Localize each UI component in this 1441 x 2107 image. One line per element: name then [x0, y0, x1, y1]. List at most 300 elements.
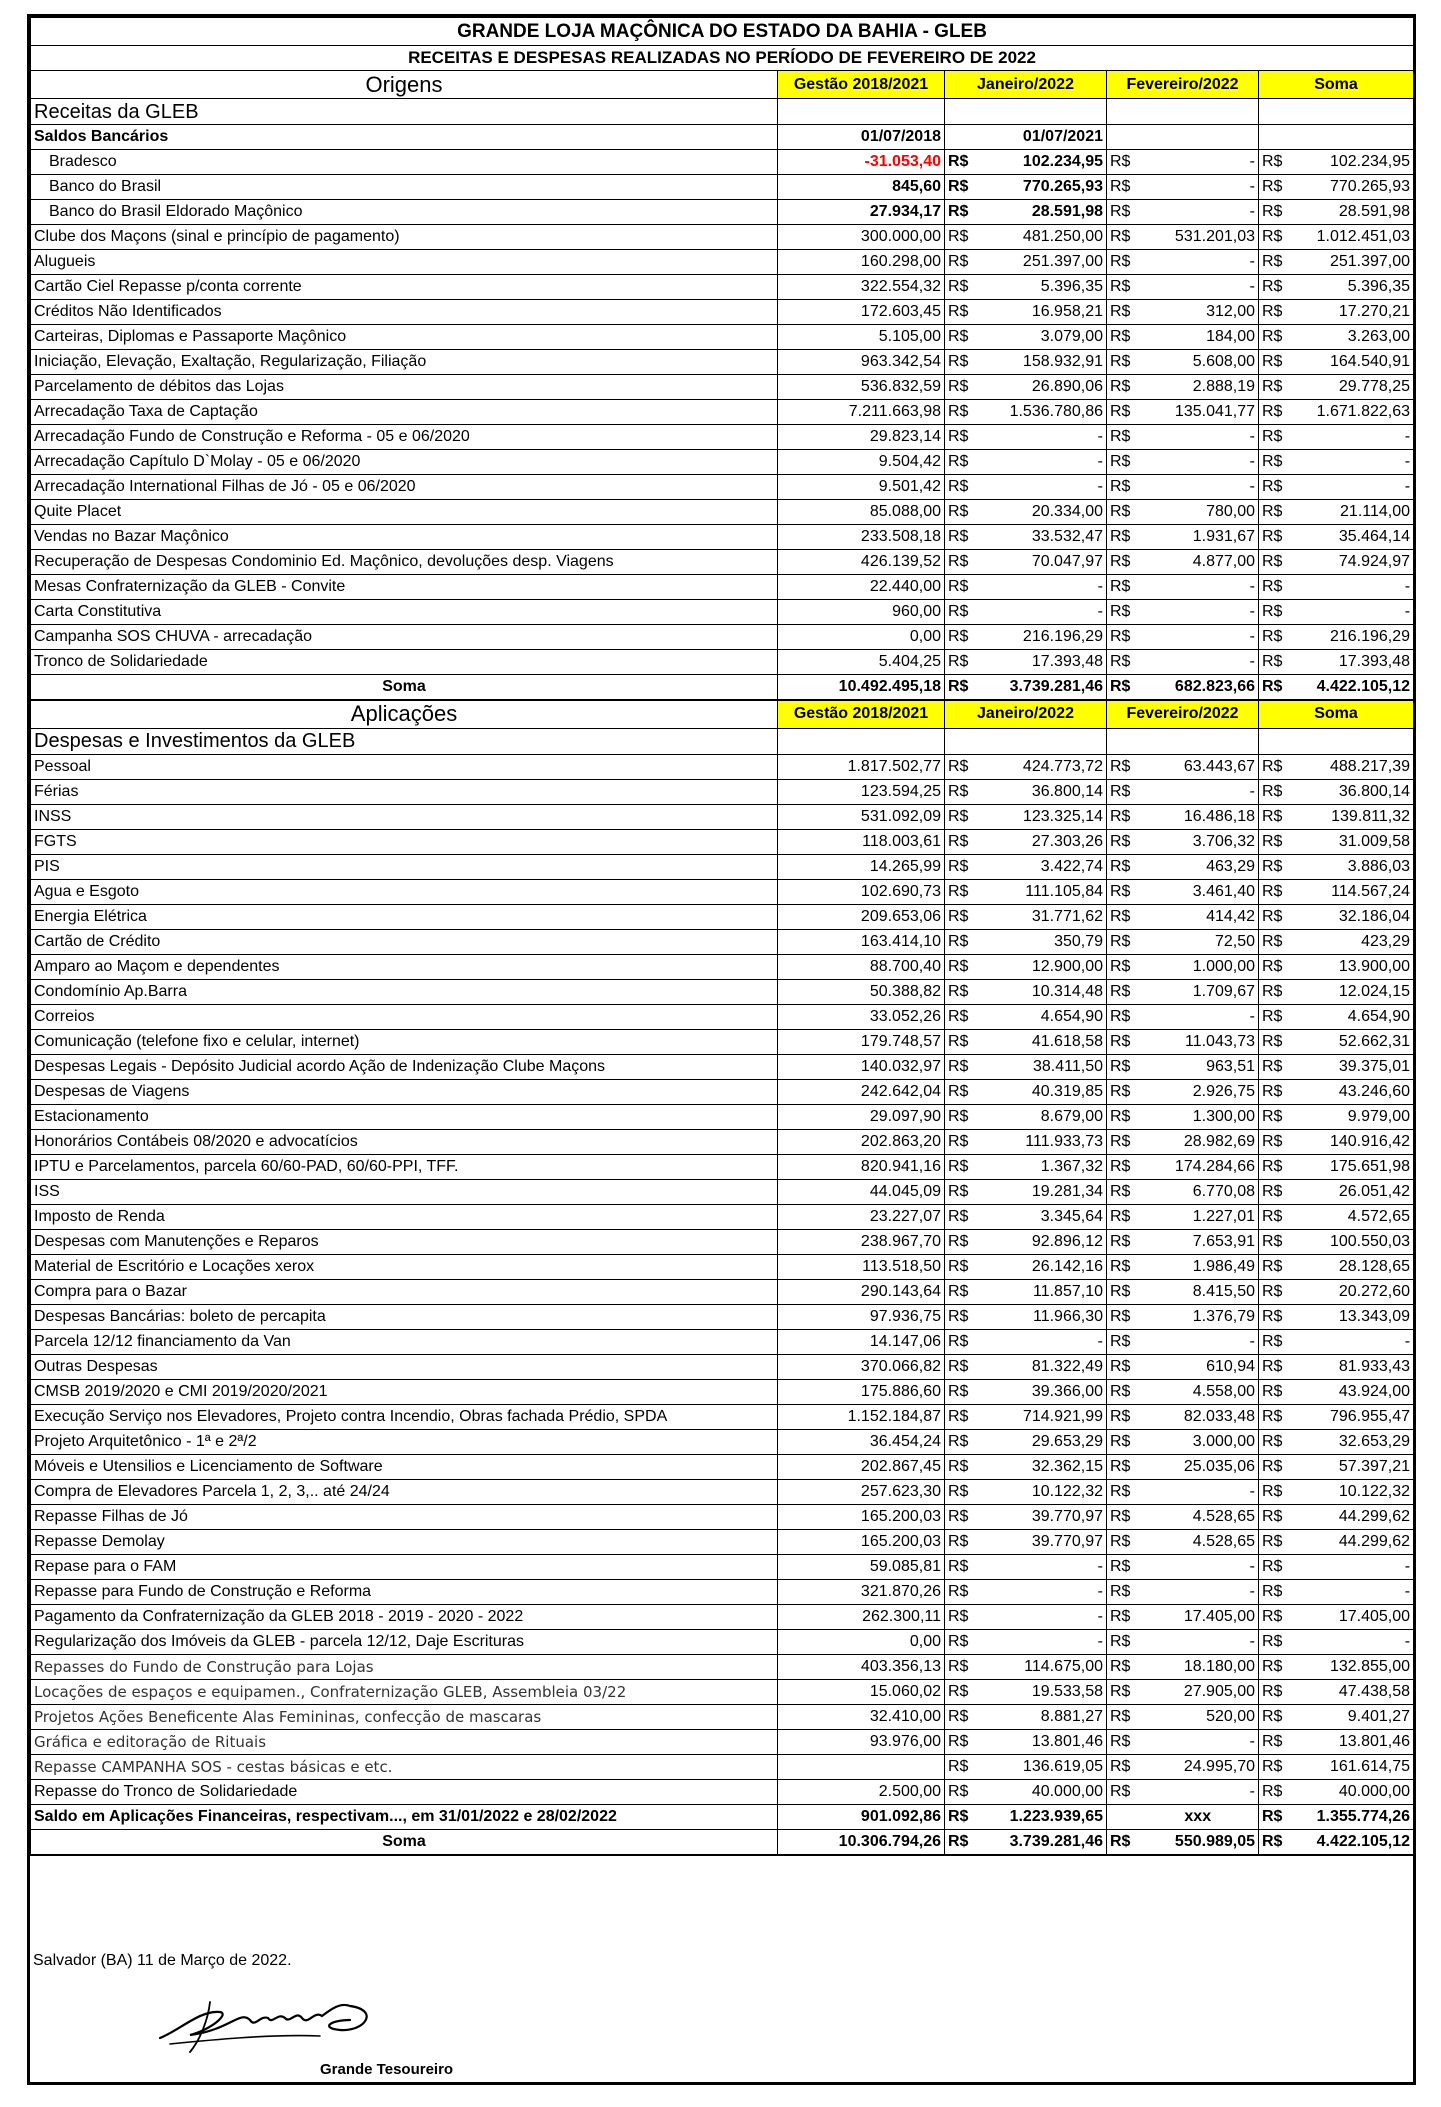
row-label: Banco do Brasil — [31, 175, 778, 200]
expense-row — [31, 854, 1414, 879]
value-soma: 32.653,29 — [1290, 1429, 1414, 1454]
currency-symbol: R$ — [1259, 1304, 1290, 1329]
currency-symbol: R$ — [945, 1679, 976, 1704]
expense-row — [31, 1554, 1414, 1579]
currency-symbol: R$ — [945, 450, 976, 475]
currency-symbol: R$ — [945, 1554, 976, 1579]
row-label: Cartão Ciel Repasse p/conta corrente — [31, 275, 778, 300]
value-gestao: 113.518,50 — [778, 1254, 945, 1279]
currency-symbol: R$ — [1107, 1729, 1138, 1754]
currency-symbol — [1107, 1804, 1138, 1829]
value-fevereiro: - — [1138, 450, 1259, 475]
value-gestao: 845,60 — [778, 175, 945, 200]
expense-row — [31, 1254, 1414, 1279]
value-fevereiro: 82.033,48 — [1138, 1404, 1259, 1429]
value-janeiro: 1.367,32 — [976, 1154, 1107, 1179]
value-soma: 10.122,32 — [1290, 1479, 1414, 1504]
value-janeiro: 111.105,84 — [976, 879, 1107, 904]
row-label: Mesas Confraternização da GLEB - Convite — [31, 575, 778, 600]
row-label: Estacionamento — [31, 1104, 778, 1129]
value-janeiro: 3.345,64 — [976, 1204, 1107, 1229]
expense-row — [31, 1404, 1414, 1429]
receipt-row — [31, 375, 1414, 400]
currency-symbol: R$ — [945, 275, 976, 300]
col-header-fevereiro: Fevereiro/2022 — [1107, 71, 1259, 99]
value-janeiro: 5.396,35 — [976, 275, 1107, 300]
bank-date-gestao: 01/07/2018 — [778, 125, 945, 150]
row-label: IPTU e Parcelamentos, parcela 60/60-PAD, 60/60-PPI, TFF. — [31, 1154, 778, 1179]
currency-symbol: R$ — [945, 1829, 976, 1855]
currency-symbol: R$ — [1259, 150, 1290, 175]
row-label: Iniciação, Elevação, Exaltação, Regularização, Filiação — [31, 350, 778, 375]
currency-symbol: R$ — [945, 904, 976, 929]
row-label: Carteiras, Diplomas e Passaporte Maçônico — [31, 325, 778, 350]
row-label: Comunicação (telefone fixo e celular, internet) — [31, 1029, 778, 1054]
currency-symbol: R$ — [1259, 450, 1290, 475]
currency-symbol: R$ — [945, 300, 976, 325]
value-fevereiro: 5.608,00 — [1138, 350, 1259, 375]
value-gestao: 44.045,09 — [778, 1179, 945, 1204]
expense-row — [31, 1629, 1414, 1654]
value-fevereiro: 1.986,49 — [1138, 1254, 1259, 1279]
value-soma: - — [1290, 1554, 1414, 1579]
row-label: Projetos Ações Beneficente Alas Femininas, confecção de mascaras — [31, 1704, 778, 1729]
receipt-row — [31, 600, 1414, 625]
row-label: Compra para o Bazar — [31, 1279, 778, 1304]
row-label: Honorários Contábeis 08/2020 e advocatícios — [31, 1129, 778, 1154]
value-soma: 20.272,60 — [1290, 1279, 1414, 1304]
value-soma: 31.009,58 — [1290, 829, 1414, 854]
value-soma: 175.651,98 — [1290, 1154, 1414, 1179]
row-label: Cartão de Crédito — [31, 929, 778, 954]
currency-symbol: R$ — [1107, 954, 1138, 979]
value-fevereiro: 610,94 — [1138, 1354, 1259, 1379]
value-fevereiro: 780,00 — [1138, 500, 1259, 525]
expense-row — [31, 1129, 1414, 1154]
expense-row — [31, 1779, 1414, 1804]
currency-symbol: R$ — [1259, 1729, 1290, 1754]
currency-symbol: R$ — [1259, 675, 1290, 701]
value-soma: 488.217,39 — [1290, 754, 1414, 779]
value-janeiro: 11.966,30 — [976, 1304, 1107, 1329]
value-janeiro: 31.771,62 — [976, 904, 1107, 929]
col-header-fevereiro: Fevereiro/2022 — [1107, 700, 1259, 728]
value-janeiro: 424.773,72 — [976, 754, 1107, 779]
currency-symbol: R$ — [1259, 1529, 1290, 1554]
value-soma: - — [1290, 475, 1414, 500]
value-janeiro: 158.932,91 — [976, 350, 1107, 375]
value-fevereiro: 28.982,69 — [1138, 1129, 1259, 1154]
value-fevereiro: 550.989,05 — [1138, 1829, 1259, 1855]
value-soma: 5.396,35 — [1290, 275, 1414, 300]
value-gestao: 33.052,26 — [778, 1004, 945, 1029]
bank-row — [31, 200, 1414, 225]
value-janeiro: 136.619,05 — [976, 1754, 1107, 1779]
expense-row — [31, 1304, 1414, 1329]
currency-symbol: R$ — [945, 1704, 976, 1729]
value-janeiro: 13.801,46 — [976, 1729, 1107, 1754]
value-fevereiro: 1.931,67 — [1138, 525, 1259, 550]
value-janeiro: 10.314,48 — [976, 979, 1107, 1004]
value-gestao: 960,00 — [778, 600, 945, 625]
value-janeiro: 102.234,95 — [976, 150, 1107, 175]
value-soma: 28.591,98 — [1290, 200, 1414, 225]
value-janeiro: 114.675,00 — [976, 1654, 1107, 1679]
expense-row — [31, 1504, 1414, 1529]
expense-row — [31, 1679, 1414, 1704]
value-gestao: 29.823,14 — [778, 425, 945, 450]
row-label: Bradesco — [31, 150, 778, 175]
row-label: Condomínio Ap.Barra — [31, 979, 778, 1004]
value-fevereiro: 16.486,18 — [1138, 804, 1259, 829]
currency-symbol: R$ — [1259, 1104, 1290, 1129]
row-label: Créditos Não Identificados — [31, 300, 778, 325]
currency-symbol: R$ — [1107, 1529, 1138, 1554]
value-janeiro: 251.397,00 — [976, 250, 1107, 275]
value-gestao: 262.300,11 — [778, 1604, 945, 1629]
row-label: Banco do Brasil Eldorado Maçônico — [31, 200, 778, 225]
row-label: Repase para o FAM — [31, 1554, 778, 1579]
value-janeiro: 32.362,15 — [976, 1454, 1107, 1479]
row-label: Arrecadação International Filhas de Jó - 05 e 06/2020 — [31, 475, 778, 500]
currency-symbol: R$ — [1259, 225, 1290, 250]
currency-symbol: R$ — [1259, 1404, 1290, 1429]
value-fevereiro: 24.995,70 — [1138, 1754, 1259, 1779]
expense-row — [31, 929, 1414, 954]
row-label: Alugueis — [31, 250, 778, 275]
row-label: ISS — [31, 1179, 778, 1204]
currency-symbol: R$ — [1107, 675, 1138, 701]
currency-symbol: R$ — [1107, 650, 1138, 675]
row-label: Arrecadação Fundo de Construção e Reforma - 05 e 06/2020 — [31, 425, 778, 450]
row-label: Gráfica e editoração de Rituais — [31, 1729, 778, 1754]
row-label: Vendas no Bazar Maçônico — [31, 525, 778, 550]
receipt-row — [31, 400, 1414, 425]
value-fevereiro: - — [1138, 575, 1259, 600]
value-janeiro: 19.533,58 — [976, 1679, 1107, 1704]
currency-symbol: R$ — [1259, 550, 1290, 575]
value-janeiro: - — [976, 575, 1107, 600]
value-soma: 102.234,95 — [1290, 150, 1414, 175]
currency-symbol: R$ — [1107, 1579, 1138, 1604]
row-label: Saldo em Aplicações Financeiras, respectivam..., em 31/01/2022 e 28/02/2022 — [31, 1804, 778, 1829]
value-janeiro: 36.800,14 — [976, 779, 1107, 804]
value-soma: 161.614,75 — [1290, 1754, 1414, 1779]
row-label: Regularização dos Imóveis da GLEB - parcela 12/12, Daje Escrituras — [31, 1629, 778, 1654]
bank-row — [31, 150, 1414, 175]
currency-symbol: R$ — [1107, 525, 1138, 550]
value-janeiro: 481.250,00 — [976, 225, 1107, 250]
value-gestao — [778, 1754, 945, 1779]
value-gestao: 163.414,10 — [778, 929, 945, 954]
value-gestao: 123.594,25 — [778, 779, 945, 804]
value-soma: 4.422.105,12 — [1290, 1829, 1414, 1855]
value-soma: 74.924,97 — [1290, 550, 1414, 575]
row-label: PIS — [31, 854, 778, 879]
value-janeiro: 8.881,27 — [976, 1704, 1107, 1729]
receipts-total-row — [31, 675, 1414, 701]
value-janeiro: 16.958,21 — [976, 300, 1107, 325]
value-soma: - — [1290, 425, 1414, 450]
currency-symbol: R$ — [945, 1104, 976, 1129]
value-soma: 44.299,62 — [1290, 1529, 1414, 1554]
row-label: Móveis e Utensilios e Licenciamento de Software — [31, 1454, 778, 1479]
currency-symbol: R$ — [945, 1504, 976, 1529]
currency-symbol: R$ — [945, 500, 976, 525]
row-label: Férias — [31, 779, 778, 804]
expense-row — [31, 1179, 1414, 1204]
row-label: Imposto de Renda — [31, 1204, 778, 1229]
value-janeiro: 216.196,29 — [976, 625, 1107, 650]
value-gestao: 15.060,02 — [778, 1679, 945, 1704]
currency-symbol: R$ — [945, 1029, 976, 1054]
value-janeiro: 3.739.281,46 — [976, 675, 1107, 701]
row-label: Carta Constitutiva — [31, 600, 778, 625]
value-fevereiro: - — [1138, 475, 1259, 500]
value-fevereiro: - — [1138, 1729, 1259, 1754]
value-fevereiro: 312,00 — [1138, 300, 1259, 325]
value-gestao: -31.053,40 — [778, 150, 945, 175]
value-gestao: 536.832,59 — [778, 375, 945, 400]
expense-row — [31, 1704, 1414, 1729]
value-fevereiro: 4.528,65 — [1138, 1504, 1259, 1529]
value-janeiro: 26.142,16 — [976, 1254, 1107, 1279]
value-soma: 21.114,00 — [1290, 500, 1414, 525]
value-soma: 9.401,27 — [1290, 1704, 1414, 1729]
currency-symbol: R$ — [1107, 1279, 1138, 1304]
currency-symbol: R$ — [945, 475, 976, 500]
currency-symbol: R$ — [1259, 1804, 1290, 1829]
currency-symbol: R$ — [945, 1454, 976, 1479]
value-soma: 17.405,00 — [1290, 1604, 1414, 1629]
currency-symbol: R$ — [1107, 1704, 1138, 1729]
currency-symbol: R$ — [1107, 175, 1138, 200]
value-gestao: 2.500,00 — [778, 1779, 945, 1804]
row-label: INSS — [31, 804, 778, 829]
currency-symbol: R$ — [1259, 1379, 1290, 1404]
value-gestao: 165.200,03 — [778, 1504, 945, 1529]
value-fevereiro: 11.043,73 — [1138, 1029, 1259, 1054]
row-label: Campanha SOS CHUVA - arrecadação — [31, 625, 778, 650]
value-janeiro: 29.653,29 — [976, 1429, 1107, 1454]
currency-symbol: R$ — [945, 1154, 976, 1179]
currency-symbol: R$ — [1107, 625, 1138, 650]
value-soma: 9.979,00 — [1290, 1104, 1414, 1129]
currency-symbol: R$ — [1259, 275, 1290, 300]
currency-symbol: R$ — [1259, 1504, 1290, 1529]
currency-symbol: R$ — [1107, 1129, 1138, 1154]
currency-symbol: R$ — [1107, 425, 1138, 450]
value-soma: 139.811,32 — [1290, 804, 1414, 829]
currency-symbol: R$ — [945, 1729, 976, 1754]
signature-image — [150, 1990, 410, 2060]
currency-symbol: R$ — [1107, 1229, 1138, 1254]
currency-symbol: R$ — [1107, 1079, 1138, 1104]
currency-symbol: R$ — [1107, 904, 1138, 929]
currency-symbol: R$ — [1107, 500, 1138, 525]
value-soma: - — [1290, 1329, 1414, 1354]
currency-symbol: R$ — [945, 400, 976, 425]
currency-symbol: R$ — [945, 1654, 976, 1679]
value-soma: 17.270,21 — [1290, 300, 1414, 325]
value-gestao: 209.653,06 — [778, 904, 945, 929]
currency-symbol: R$ — [1259, 375, 1290, 400]
currency-symbol: R$ — [1259, 650, 1290, 675]
value-gestao: 118.003,61 — [778, 829, 945, 854]
currency-symbol: R$ — [1259, 350, 1290, 375]
currency-symbol: R$ — [1107, 1504, 1138, 1529]
value-gestao: 321.870,26 — [778, 1579, 945, 1604]
currency-symbol: R$ — [1107, 829, 1138, 854]
currency-symbol: R$ — [1107, 450, 1138, 475]
row-label: Compra de Elevadores Parcela 1, 2, 3,.. até 24/24 — [31, 1479, 778, 1504]
value-fevereiro: - — [1138, 200, 1259, 225]
value-fevereiro: - — [1138, 1004, 1259, 1029]
currency-symbol: R$ — [1259, 1129, 1290, 1154]
currency-symbol: R$ — [945, 1479, 976, 1504]
signer-title: Grande Tesoureiro — [320, 2061, 454, 2078]
value-gestao: 290.143,64 — [778, 1279, 945, 1304]
value-fevereiro: 1.227,01 — [1138, 1204, 1259, 1229]
value-janeiro: 714.921,99 — [976, 1404, 1107, 1429]
value-janeiro: - — [976, 475, 1107, 500]
expense-row — [31, 1729, 1414, 1754]
expenses-section-label: Despesas e Investimentos da GLEB — [31, 728, 778, 754]
row-label: Soma — [31, 675, 778, 701]
value-fevereiro: 1.376,79 — [1138, 1304, 1259, 1329]
value-gestao: 202.867,45 — [778, 1454, 945, 1479]
currency-symbol: R$ — [1107, 350, 1138, 375]
currency-symbol: R$ — [1259, 1354, 1290, 1379]
currency-symbol: R$ — [1259, 1654, 1290, 1679]
value-fevereiro: - — [1138, 1329, 1259, 1354]
value-gestao: 14.265,99 — [778, 854, 945, 879]
value-janeiro: 40.319,85 — [976, 1079, 1107, 1104]
currency-symbol: R$ — [1107, 1829, 1138, 1855]
currency-symbol: R$ — [945, 854, 976, 879]
currency-symbol: R$ — [945, 1054, 976, 1079]
expense-row — [31, 754, 1414, 779]
currency-symbol: R$ — [1259, 954, 1290, 979]
expense-row — [31, 1429, 1414, 1454]
currency-symbol: R$ — [945, 1529, 976, 1554]
expense-row — [31, 1329, 1414, 1354]
value-gestao: 27.934,17 — [778, 200, 945, 225]
expense-row — [31, 1154, 1414, 1179]
currency-symbol: R$ — [1107, 1379, 1138, 1404]
value-soma: 43.924,00 — [1290, 1379, 1414, 1404]
col-header-gestao: Gestão 2018/2021 — [778, 71, 945, 99]
value-gestao: 59.085,81 — [778, 1554, 945, 1579]
currency-symbol: R$ — [945, 929, 976, 954]
currency-symbol: R$ — [945, 829, 976, 854]
value-janeiro: 10.122,32 — [976, 1479, 1107, 1504]
value-fevereiro: - — [1138, 150, 1259, 175]
row-label: Clube dos Maçons (sinal e princípio de pagamento) — [31, 225, 778, 250]
place-date: Salvador (BA) 11 de Março de 2022. — [33, 1952, 292, 1969]
currency-symbol: R$ — [945, 1279, 976, 1304]
value-fevereiro: 2.888,19 — [1138, 375, 1259, 400]
currency-symbol: R$ — [1107, 804, 1138, 829]
currency-symbol: R$ — [1107, 1354, 1138, 1379]
value-soma: 140.916,42 — [1290, 1129, 1414, 1154]
value-gestao: 10.492.495,18 — [778, 675, 945, 701]
currency-symbol: R$ — [945, 779, 976, 804]
value-janeiro: 27.303,26 — [976, 829, 1107, 854]
expense-row — [31, 954, 1414, 979]
currency-symbol: R$ — [1259, 1629, 1290, 1654]
value-fevereiro: - — [1138, 625, 1259, 650]
currency-symbol: R$ — [1107, 150, 1138, 175]
receipts-section-label: Receitas da GLEB — [31, 99, 778, 125]
bank-date-janeiro: 01/07/2021 — [945, 125, 1107, 150]
expense-row — [31, 1529, 1414, 1554]
bank-balances-label: Saldos Bancários — [31, 125, 778, 150]
currency-symbol: R$ — [945, 804, 976, 829]
currency-symbol: R$ — [1107, 1254, 1138, 1279]
value-soma: 47.438,58 — [1290, 1679, 1414, 1704]
financial-statement — [27, 14, 1416, 2085]
currency-symbol: R$ — [1259, 1479, 1290, 1504]
currency-symbol: R$ — [945, 200, 976, 225]
receipt-row — [31, 575, 1414, 600]
value-gestao: 85.088,00 — [778, 500, 945, 525]
receipt-row — [31, 475, 1414, 500]
row-label: Pessoal — [31, 754, 778, 779]
value-janeiro: - — [976, 1604, 1107, 1629]
currency-symbol: R$ — [1107, 879, 1138, 904]
currency-symbol: R$ — [945, 550, 976, 575]
value-gestao: 102.690,73 — [778, 879, 945, 904]
row-label: Repasse para Fundo de Construção e Reforma — [31, 1579, 778, 1604]
value-gestao: 179.748,57 — [778, 1029, 945, 1054]
currency-symbol: R$ — [1259, 1004, 1290, 1029]
value-fevereiro: 7.653,91 — [1138, 1229, 1259, 1254]
value-janeiro: - — [976, 600, 1107, 625]
receipt-row — [31, 325, 1414, 350]
value-janeiro: 111.933,73 — [976, 1129, 1107, 1154]
value-gestao: 7.211.663,98 — [778, 400, 945, 425]
currency-symbol: R$ — [1107, 979, 1138, 1004]
value-soma: 4.422.105,12 — [1290, 675, 1414, 701]
currency-symbol: R$ — [1259, 1254, 1290, 1279]
currency-symbol: R$ — [945, 525, 976, 550]
value-soma: 43.246,60 — [1290, 1079, 1414, 1104]
value-janeiro: 3.422,74 — [976, 854, 1107, 879]
row-label: Despesas Legais - Depósito Judicial acordo Ação de Indenização Clube Maçons — [31, 1054, 778, 1079]
value-janeiro: 8.679,00 — [976, 1104, 1107, 1129]
value-gestao: 238.967,70 — [778, 1229, 945, 1254]
value-janeiro: 26.890,06 — [976, 375, 1107, 400]
value-janeiro: - — [976, 425, 1107, 450]
value-soma: 132.855,00 — [1290, 1654, 1414, 1679]
value-soma: 4.654,90 — [1290, 1004, 1414, 1029]
value-gestao: 820.941,16 — [778, 1154, 945, 1179]
currency-symbol: R$ — [1259, 779, 1290, 804]
currency-symbol: R$ — [1259, 1179, 1290, 1204]
row-label: Arrecadação Taxa de Captação — [31, 400, 778, 425]
currency-symbol: R$ — [945, 1754, 976, 1779]
value-soma: 796.955,47 — [1290, 1404, 1414, 1429]
currency-symbol: R$ — [1107, 200, 1138, 225]
currency-symbol: R$ — [945, 175, 976, 200]
currency-symbol: R$ — [945, 650, 976, 675]
row-label: Agua e Esgoto — [31, 879, 778, 904]
value-gestao: 202.863,20 — [778, 1129, 945, 1154]
value-janeiro: - — [976, 450, 1107, 475]
currency-symbol: R$ — [945, 375, 976, 400]
value-fevereiro: - — [1138, 250, 1259, 275]
